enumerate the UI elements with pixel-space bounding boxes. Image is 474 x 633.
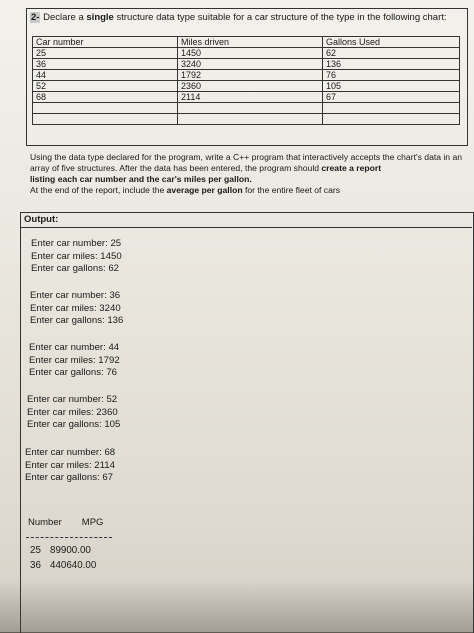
output-divider — [20, 227, 472, 228]
table-row — [33, 81, 460, 92]
question-text-after: structure data type suitable for a car structure of the type in the following chart: — [113, 12, 447, 23]
table-cell: 25 — [33, 48, 178, 59]
table-cell: 136 — [323, 59, 460, 70]
output-line: Enter car number: 52 — [27, 394, 118, 405]
header-miles-driven: Miles driven — [178, 37, 323, 48]
table-cell: 2360 — [178, 81, 323, 92]
output-line: Enter car number: 36 — [30, 290, 121, 301]
output-block — [27, 394, 120, 432]
table-cell: 105 — [323, 81, 460, 92]
output-line: Enter car miles: 1450 — [31, 250, 122, 262]
output-block — [29, 342, 120, 380]
report-header-number: Number — [28, 517, 62, 528]
output-label: Output: — [24, 214, 59, 225]
header-gallons-used: Gallons Used — [323, 37, 460, 48]
bottom-shadow — [0, 580, 474, 632]
output-line: Enter car miles: 2360 — [27, 406, 118, 418]
output-line: Enter car number: 44 — [29, 342, 120, 353]
table-row — [33, 70, 460, 81]
output-line: Enter car number: 68 — [25, 447, 116, 458]
report-row — [30, 545, 91, 556]
output-line: Enter car number: 25 — [31, 238, 122, 249]
table-row-empty — [33, 103, 460, 114]
table-cell — [323, 103, 460, 114]
table-cell — [323, 114, 460, 125]
instructions-paragraph-1 — [30, 152, 470, 185]
table-cell: 76 — [323, 70, 460, 81]
table-row-empty — [33, 114, 460, 125]
report-car-number: 36 — [30, 560, 41, 571]
header-car-number: Car number — [33, 37, 178, 48]
table-cell: 44 — [33, 70, 178, 81]
report-car-number: 25 — [30, 545, 41, 556]
output-block — [31, 238, 122, 276]
instructions — [30, 152, 470, 196]
question-number: 2- — [31, 12, 40, 23]
question-text-before: Declare a — [40, 12, 87, 23]
output-line: Enter car gallons: 67 — [25, 472, 113, 483]
output-block — [25, 447, 115, 485]
report-dashes — [26, 537, 112, 538]
output-line: Enter car gallons: 76 — [29, 367, 117, 378]
instructions-bold: listing each car number and the car's miles per gallon. — [30, 174, 252, 184]
table-cell: 62 — [323, 48, 460, 59]
output-line: Enter car gallons: 62 — [31, 263, 119, 274]
instructions-paragraph-2 — [30, 185, 470, 196]
instructions-bold: create a report — [321, 163, 382, 173]
table-cell — [33, 114, 178, 125]
instructions-text: for the entire fleet of cars — [242, 185, 341, 195]
instructions-text: At the end of the report, include the — [30, 185, 167, 195]
table-cell: 68 — [33, 92, 178, 103]
instructions-text: Using the data type declared for the program, write a C++ program that interactively accepts the chart's data in an array of five structures. After the data has been entered, the program should — [30, 152, 463, 173]
table-cell: 1792 — [178, 70, 323, 81]
table-header-row — [33, 37, 460, 48]
report-header — [28, 517, 123, 528]
table-cell: 1450 — [178, 48, 323, 59]
table-cell: 36 — [33, 59, 178, 70]
table-row — [33, 48, 460, 59]
table-row — [33, 92, 460, 103]
question-text-bold: single — [86, 12, 114, 23]
output-line: Enter car miles: 3240 — [30, 302, 121, 314]
table-cell — [178, 103, 323, 114]
report-mpg-value: 89900.00 — [50, 545, 91, 556]
table-cell: 52 — [33, 81, 178, 92]
table-row — [33, 59, 460, 70]
table-cell: 67 — [323, 92, 460, 103]
report-row — [30, 560, 96, 571]
table-cell: 3240 — [178, 59, 323, 70]
car-data-table — [32, 36, 460, 125]
instructions-bold: average per gallon — [166, 185, 243, 195]
output-line: Enter car gallons: 105 — [27, 419, 121, 430]
output-line: Enter car gallons: 136 — [30, 315, 124, 326]
table-cell — [178, 114, 323, 125]
report-mpg-value: 440640.00 — [50, 560, 97, 571]
output-line: Enter car miles: 1792 — [29, 354, 120, 366]
report-header-mpg: MPG — [81, 517, 104, 528]
output-line: Enter car miles: 2114 — [25, 459, 115, 471]
question-line — [30, 12, 447, 23]
table-cell — [33, 103, 178, 114]
output-block — [30, 290, 123, 328]
table-cell: 2114 — [178, 92, 323, 103]
